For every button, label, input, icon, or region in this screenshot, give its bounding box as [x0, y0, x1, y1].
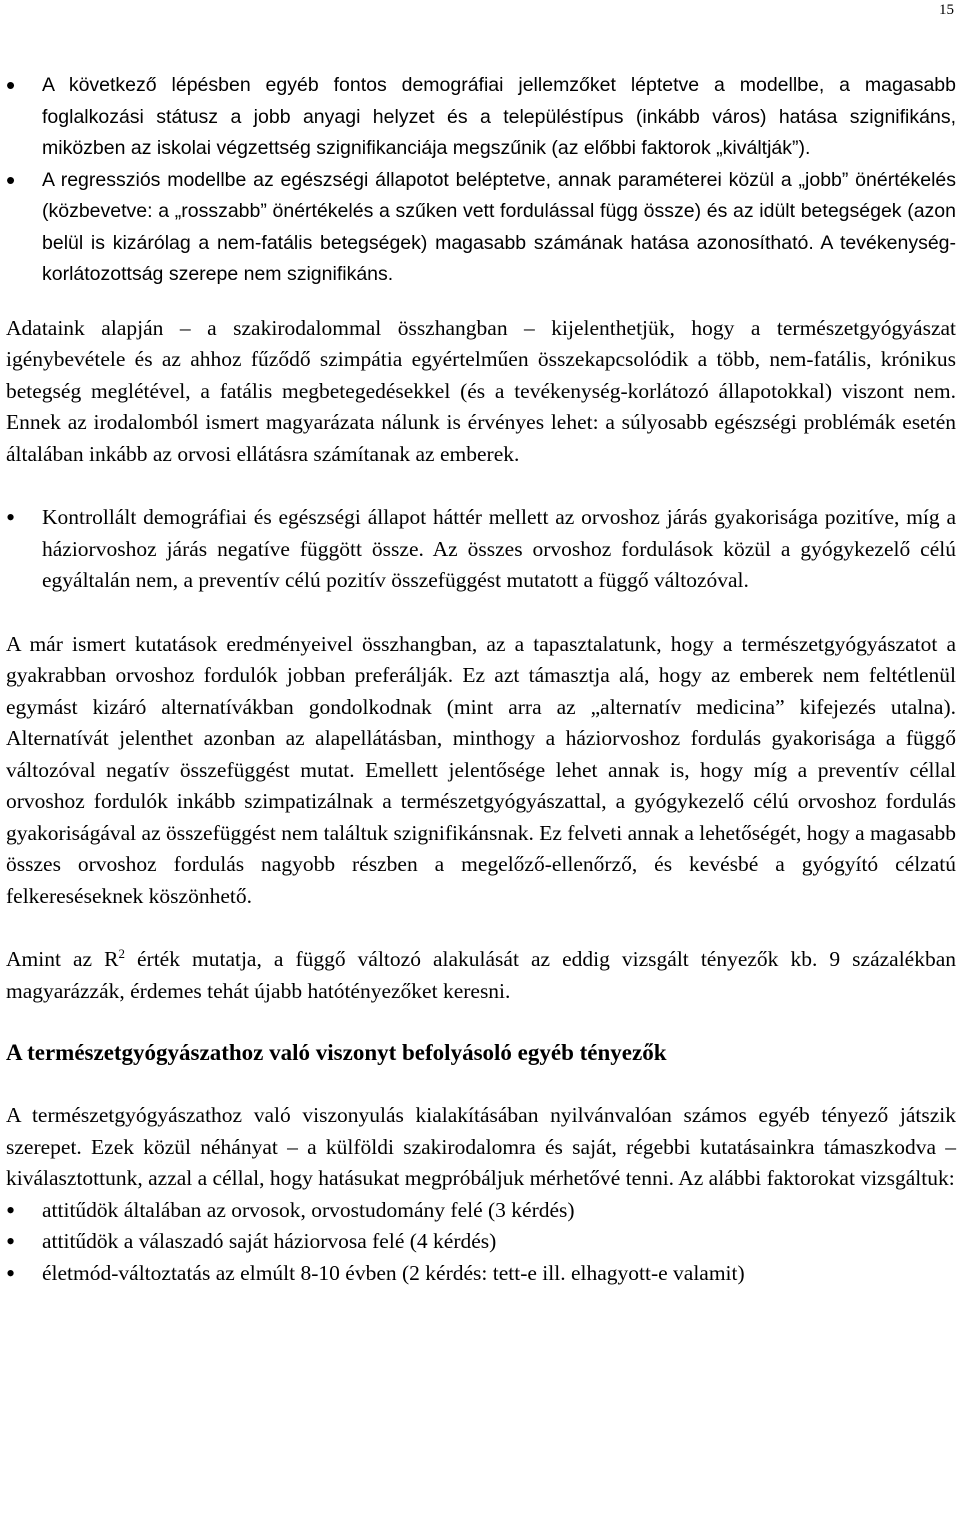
bullet-item: • Kontrollált demográfiai és egészségi állapot háttér mellett az orvoshoz járás gyakorisága pozitíve, míg a háziorvoshoz járás negatíve függött össze. Az összes orvoshoz fordulások közül a gyógykezelő célú egyáltalán nem, a preventív célú pozitív összefüggést mutatott a függő változóval.: [6, 502, 956, 597]
bullet-item: • attitűdök a válaszadó saját háziorvosa felé (4 kérdés): [6, 1226, 956, 1258]
bullet-list-top: [6, 70, 956, 291]
paragraph: Adataink alapján – a szakirodalommal összhangban – kijelenthetjük, hogy a természetgyógyászat igénybevétele és az ahhoz fűződő szimpátia egyértelműen összekapcsolódik a több, nem-fatális, krónikus betegség meglétével, a fatális megbetegedésekkel (és a tevékenység-korlátozó állapotokkal) viszont nem. Ennek az irodalomból ismert magyarázata nálunk is érvényes lehet: a súlyosabb egészségi problémák esetén általában inkább az orvosi ellátásra számítanak az emberek.: [6, 315, 956, 466]
bullet-item: • A következő lépésben egyéb fontos demográfiai jellemzőket léptetve a modellbe, a magasabb foglalkozási státusz a jobb anyagi helyzet és a településtípus (inkább város) hatása szignifikáns, miközben az iskolai végzettség szignifikanciája megszűnik (az előbbi faktorok „kiváltják”).: [6, 70, 956, 165]
page-content: [6, 70, 956, 1289]
superscript: 2: [118, 946, 125, 961]
bullet-list-bottom: [6, 1195, 956, 1290]
text-span: érték mutatja, a függő változó alakulását az eddig vizsgált tényezők kb. 9 százalékban magyarázzák, érdemes tehát újabb hatótényezőket keresni.: [6, 947, 957, 1003]
bullet-list-middle: [6, 502, 956, 597]
bullet-item: • attitűdök általában az orvosok, orvostudomány felé (3 kérdés): [6, 1195, 956, 1227]
page-number: 15: [939, 2, 954, 18]
section-heading: A természetgyógyászathoz való viszonyt befolyásoló egyéb tényezők: [6, 1040, 667, 1065]
bullet-item: • életmód-változtatás az elmúlt 8-10 évben (2 kérdés: tett-e ill. elhagyott-e valamit): [6, 1258, 956, 1290]
paragraph: A természetgyógyászathoz való viszonyulás kialakításában nyilvánvalóan számos egyéb tényező játszik szerepet. Ezek közül néhányat – a külföldi szakirodalomra és saját, régebbi kutatásainkra támaszkodva – kiválasztottunk, azzal a céllal, hogy hatásukat megpróbáljuk mérhetővé tenni. Az alábbi faktorokat vizsgáltuk:: [6, 1103, 956, 1190]
bullet-item: • A regressziós modellbe az egészségi állapotot beléptetve, annak paraméterei közül a „jobb” önértékelés (közbevetve: a „rosszabb” önértékelés a szűken vett fordulással függ össze) és az idült betegségek (azon belül is kizárólag a nem-fatális betegségek) magasabb számának hatása azonosítható. A tevékenység-korlátozottság szerepe nem szignifikáns.: [6, 165, 956, 291]
paragraph: A már ismert kutatások eredményeivel összhangban, az a tapasztalatunk, hogy a természetgyógyászatot a gyakrabban orvoshoz fordulók jobban preferálják. Ez azt támasztja alá, hogy az emberek nem feltétlenül egymást kizáró alternatívákban gondolkodnak (mint arra az „alternatív medicina” kifejezés utalna). Alternatívát jelenthet azonban az alapellátásban, minthogy a háziorvoshoz fordulás gyakorisága a függő változóval negatív összefüggést mutat. Emellett jelentősége lehet annak is, hogy míg a preventív céllal orvoshoz fordulók inkább szimpatizálnak a természetgyógyászattal, a gyógykezelő célú orvoshoz fordulás gyakoriságával az összefüggést nem találtuk szignifikánsnak. Ez felveti annak a lehetőségét, hogy a magasabb összes orvoshoz fordulás nagyobb részben a megelőző-ellenőrző, és kevésbé a gyógyító célzatú felkereséseknek köszönhető.: [6, 631, 956, 908]
text-span: Amint az R: [6, 947, 119, 971]
paragraph-r-squared: [6, 944, 956, 1007]
